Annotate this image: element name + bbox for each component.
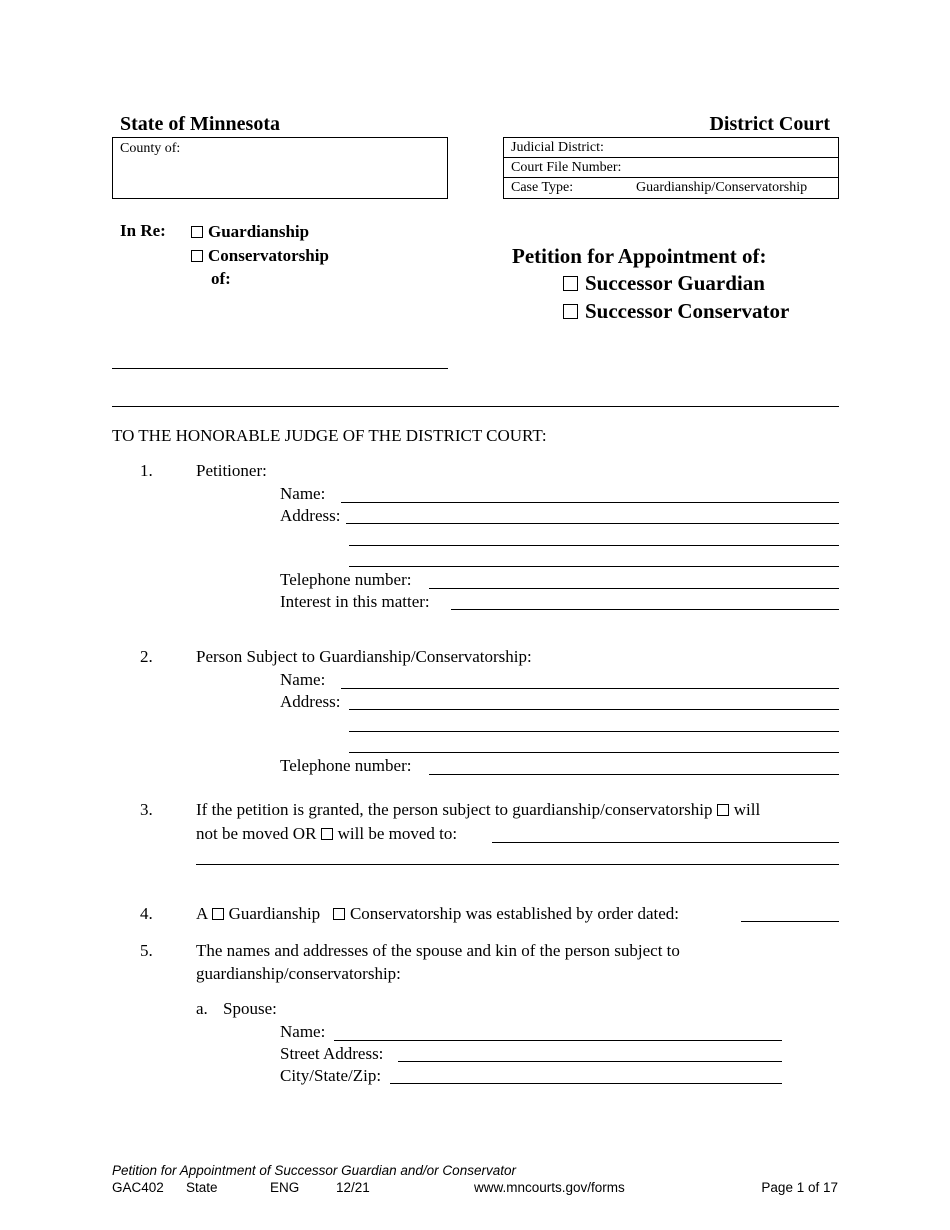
header-divider — [112, 406, 839, 407]
footer-state: State — [186, 1180, 218, 1195]
checkbox-icon[interactable] — [717, 804, 729, 816]
s1-address-label: Address: — [280, 506, 341, 525]
s2-name-field[interactable] — [341, 688, 839, 689]
case-type-value: Guardianship/Conservatorship — [636, 180, 808, 195]
s5-spouse-label: Spouse: — [223, 999, 277, 1018]
checkbox-icon[interactable] — [212, 908, 224, 920]
s2-address-field-3[interactable] — [349, 752, 839, 753]
s2-name-label: Name: — [280, 670, 326, 689]
successor-conservator-option[interactable]: Successor Conservator — [563, 299, 789, 324]
in-re-guardianship[interactable]: Guardianship — [191, 222, 309, 242]
s3-line-1: If the petition is granted, the person subject to guardianship/conservatorship will — [196, 800, 761, 819]
s2-phone-field[interactable] — [429, 774, 839, 775]
checkbox-icon[interactable] — [563, 276, 578, 291]
s1-name-field[interactable] — [341, 502, 839, 503]
s3-moved-to-field-1[interactable] — [492, 842, 839, 843]
s1-interest-field[interactable] — [451, 609, 839, 610]
s1-name-label: Name: — [280, 484, 326, 503]
salutation: TO THE HONORABLE JUDGE OF THE DISTRICT COURT: — [112, 426, 547, 445]
state-title: State of Minnesota — [120, 113, 280, 135]
county-label: County of: — [120, 141, 181, 156]
case-type-label: Case Type: — [511, 180, 574, 195]
s5-city-field[interactable] — [390, 1083, 782, 1084]
footer-form-code: GAC402 — [112, 1180, 164, 1195]
s5-sub-a: a. — [196, 999, 208, 1018]
in-re-conservatorship[interactable]: Conservatorship — [191, 246, 329, 266]
s2-address-field-1[interactable] — [349, 709, 839, 710]
s5-line-1: The names and addresses of the spouse and kin of the person subject to — [196, 941, 680, 960]
checkbox-icon[interactable] — [563, 304, 578, 319]
s2-number: 2. — [140, 647, 153, 666]
s4-number: 4. — [140, 904, 153, 923]
s1-phone-label: Telephone number: — [280, 570, 412, 589]
footer-url[interactable]: www.mncourts.gov/forms — [474, 1180, 625, 1195]
court-title: District Court — [709, 113, 830, 135]
county-box[interactable] — [112, 137, 448, 199]
in-re-label: In Re: — [120, 221, 166, 240]
s1-phone-field[interactable] — [429, 588, 839, 589]
checkbox-icon[interactable] — [321, 828, 333, 840]
s1-address-field-1[interactable] — [346, 523, 839, 524]
court-file-label: Court File Number: — [511, 160, 622, 175]
petition-title: Petition for Appointment of: — [512, 244, 767, 268]
s1-interest-label: Interest in this matter: — [280, 592, 430, 611]
s2-address-label: Address: — [280, 692, 341, 711]
in-re-name-line[interactable] — [112, 368, 448, 369]
s5-street-field[interactable] — [398, 1061, 782, 1062]
in-re-of: of: — [211, 269, 231, 288]
s1-number: 1. — [140, 461, 153, 480]
s1-label: Petitioner: — [196, 461, 267, 480]
checkbox-icon[interactable] — [333, 908, 345, 920]
s3-line-2: not be moved OR will be moved to: — [196, 824, 458, 843]
s2-phone-label: Telephone number: — [280, 756, 412, 775]
s5-name-field[interactable] — [334, 1040, 782, 1041]
s3-number: 3. — [140, 800, 153, 819]
s5-street-label: Street Address: — [280, 1044, 384, 1063]
footer-title: Petition for Appointment of Successor Guardian and/or Conservator — [112, 1163, 516, 1178]
s4-text: A Guardianship Conservatorship was established by order dated: — [196, 904, 679, 923]
checkbox-icon[interactable] — [191, 226, 203, 238]
s5-line-2: guardianship/conservatorship: — [196, 964, 401, 983]
judicial-district-label: Judicial District: — [511, 140, 604, 155]
s2-address-field-2[interactable] — [349, 731, 839, 732]
s1-address-field-2[interactable] — [349, 545, 839, 546]
checkbox-icon[interactable] — [191, 250, 203, 262]
s1-address-field-3[interactable] — [349, 566, 839, 567]
s5-city-label: City/State/Zip: — [280, 1066, 382, 1085]
footer-date: 12/21 — [336, 1180, 370, 1195]
footer-page-number: Page 1 of 17 — [761, 1180, 838, 1195]
s5-number: 5. — [140, 941, 153, 960]
s2-label: Person Subject to Guardianship/Conservatorship: — [196, 647, 532, 666]
s4-date-field[interactable] — [741, 921, 839, 922]
footer-language: ENG — [270, 1180, 300, 1195]
s5-name-label: Name: — [280, 1022, 326, 1041]
successor-guardian-option[interactable]: Successor Guardian — [563, 271, 765, 296]
s3-moved-to-field-2[interactable] — [196, 864, 839, 865]
case-info-box — [503, 137, 839, 199]
